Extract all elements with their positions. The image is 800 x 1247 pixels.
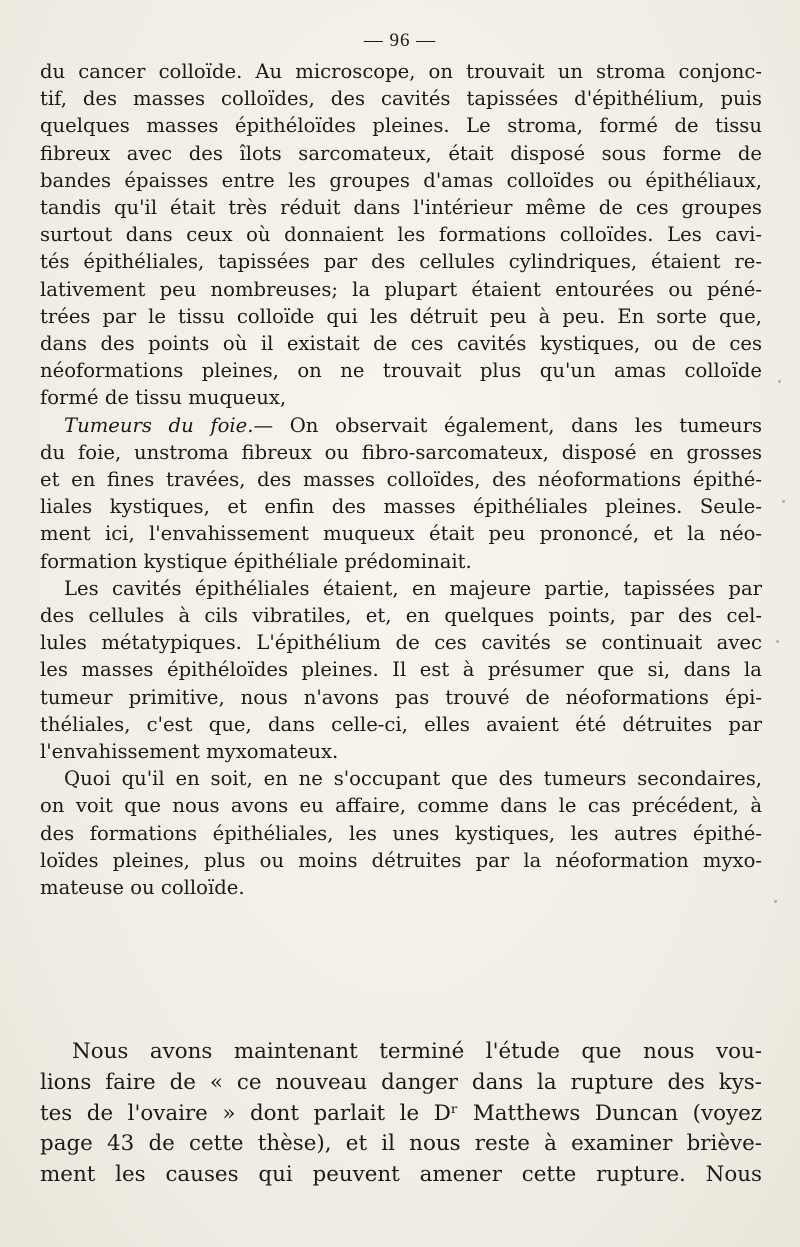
paper-speck — [776, 640, 779, 643]
section-heading-tumeurs-du-foie: Tumeurs du foie. — [64, 413, 254, 437]
text-line: formation kystique épithéliale prédominait. — [40, 549, 472, 573]
text-line: Nous avons maintenant terminé l'étude que nous vou- — [72, 1039, 762, 1064]
paper-speck — [774, 900, 777, 903]
paragraph-cavites-epitheliales — [40, 575, 762, 765]
text-line: tés épithéliales, tapissées par des cellules cylindriques, étaient re- — [40, 250, 762, 274]
text-line: ment ici, l'envahissement muqueux était peu prononcé, et la néo- — [40, 522, 762, 546]
text-line: mateuse ou colloïde. — [40, 876, 245, 900]
paper-speck — [782, 500, 785, 503]
text-line: l'envahissement myxomateux. — [40, 740, 339, 764]
text-line — [40, 412, 762, 439]
text-line: page 43 de cette thèse), et il nous reste à examiner briève- — [40, 1131, 762, 1157]
text-line: et en fines travées, des masses colloïdes, des néoformations épithé- — [40, 468, 762, 492]
text-line: des cellules à cils vibratiles, et, en quelques points, par des cel- — [40, 604, 762, 628]
text-line: lules métatypiques. L'épithélium de ces cavités se continuait avec — [40, 631, 762, 655]
text-line: dans des points où il existait de ces cavités kystiques, ou de ces — [40, 332, 762, 356]
text-line: Quoi qu'il en soit, en ne s'occupant que des tumeurs secondaires, — [64, 767, 762, 791]
text-line: du cancer colloïde. Au microscope, on trouvait un stroma conjonc- — [40, 60, 762, 83]
text-line-rest: — On observait également, dans les tumeurs — [253, 413, 762, 437]
text-line: Les cavités épithéliales étaient, en majeure partie, tapissées par — [64, 576, 762, 600]
text-line: tes de l'ovaire » dont parlait le Dʳ Matthews Duncan (voyez — [40, 1100, 762, 1126]
text-line: tandis qu'il était très réduit dans l'intérieur même de ces groupes — [40, 196, 762, 220]
text-line: du foie, unstroma fibreux ou fibro-sarcomateux, disposé en grosses — [40, 440, 762, 464]
text-line: fibreux avec des îlots sarcomateux, était disposé sous forme de — [40, 141, 762, 165]
page-number: — 96 — — [363, 30, 437, 51]
text-line: tif, des masses colloïdes, des cavités tapissées d'épithélium, puis — [40, 87, 762, 111]
paper-speck — [778, 380, 781, 383]
text-line: trées par le tissu colloïde qui les détruit peu à peu. En sorte que, — [40, 304, 762, 328]
text-line: surtout dans ceux où donnaient les formations colloïdes. Les cavi- — [40, 223, 762, 247]
conclusion-text-block — [40, 1037, 762, 1191]
paragraph-cancer-colloide — [40, 58, 762, 412]
text-line: bandes épaisses entre les groupes d'amas colloïdes ou épithéliaux, — [40, 168, 762, 192]
text-line: liales kystiques, et enfin des masses épithéliales pleines. Seule- — [40, 495, 762, 519]
body-text-block — [40, 58, 762, 901]
paragraph-conclusion — [40, 1037, 762, 1191]
text-line: on voit que nous avons eu affaire, comme dans le cas précédent, à — [40, 794, 762, 818]
text-line: quelques masses épithéloïdes pleines. Le stroma, formé de tissu — [40, 114, 762, 138]
text-line: formé de tissu muqueux, — [40, 386, 287, 410]
text-line: néoformations pleines, on ne trouvait plus qu'un amas colloïde — [40, 359, 762, 383]
text-line: des formations épithéliales, les unes kystiques, les autres épithé- — [40, 821, 762, 845]
text-line: tumeur primitive, nous n'avons pas trouvé de néoformations épi- — [40, 685, 762, 709]
paragraph-quoi-quil-en-soit — [40, 765, 762, 901]
text-line: lions faire de « ce nouveau danger dans la rupture des kys- — [40, 1069, 762, 1095]
text-line: les masses épithéloïdes pleines. Il est à présumer que si, dans la — [40, 658, 762, 682]
paragraph-tumeurs-du-foie — [40, 412, 762, 575]
text-line: loïdes pleines, plus ou moins détruites par la néoformation myxo- — [40, 848, 762, 872]
text-line: théliales, c'est que, dans celle-ci, elles avaient été détruites par — [40, 712, 762, 736]
text-line: lativement peu nombreuses; la plupart étaient entourées ou péné- — [40, 277, 762, 301]
text-line: ment les causes qui peuvent amener cette rupture. Nous — [40, 1162, 762, 1188]
